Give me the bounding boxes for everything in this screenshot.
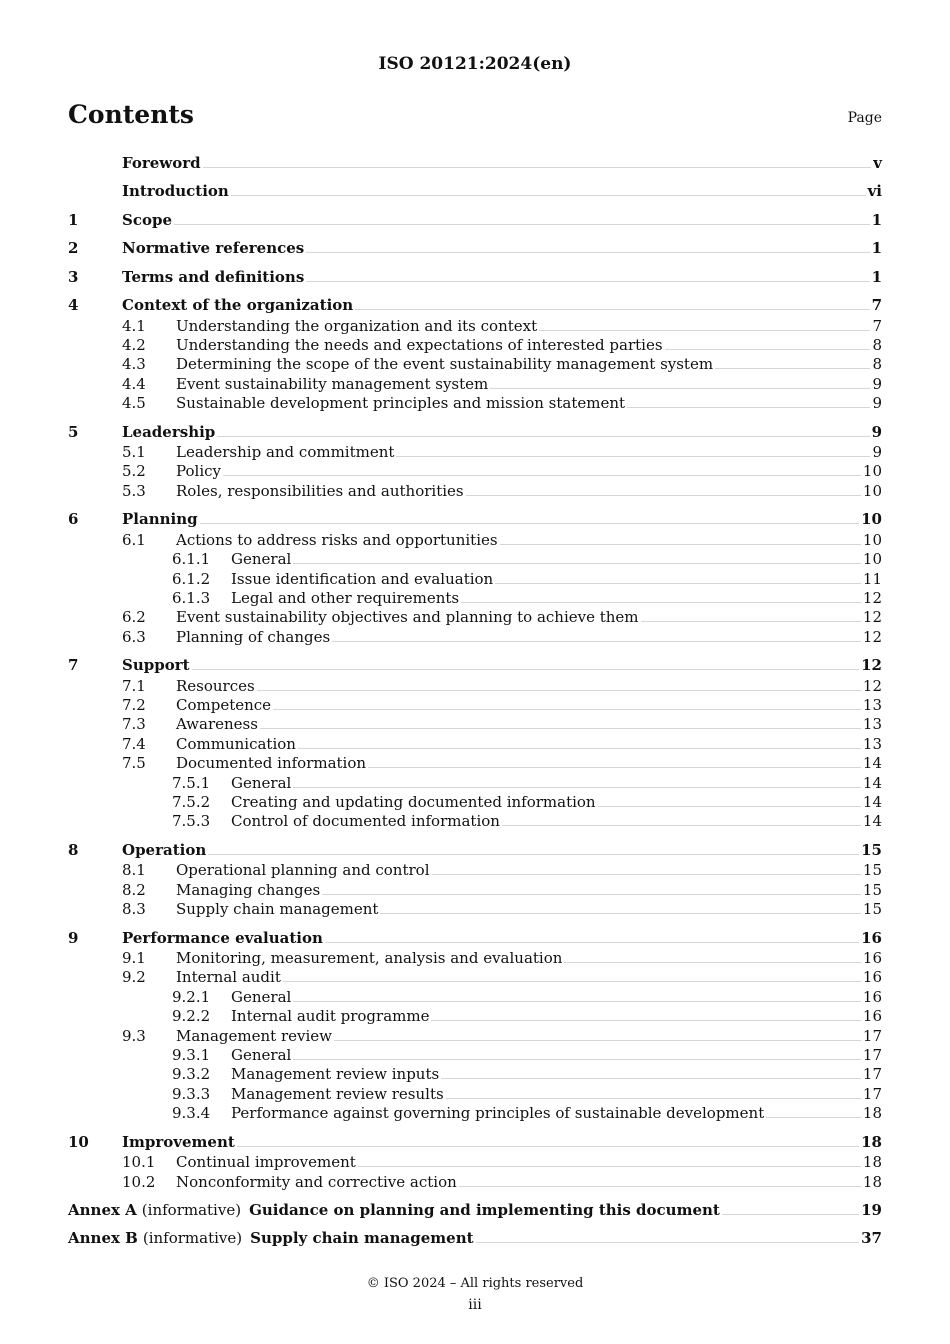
toc-entry-page: 18 <box>862 1104 882 1123</box>
toc-entry-number: 9.2 <box>122 968 146 987</box>
dot-leader <box>293 1001 861 1002</box>
toc-entry-page: 8 <box>872 335 882 354</box>
toc-entry-title: General <box>231 987 292 1006</box>
toc-entry-title: Roles, responsibilities and authorities <box>176 481 464 500</box>
toc-entry[interactable] <box>68 589 882 608</box>
toc-entry-number: 8.1 <box>122 861 146 880</box>
toc-entry-number: 6.2 <box>122 608 146 627</box>
dot-leader <box>332 641 861 642</box>
dot-leader <box>306 281 869 282</box>
dot-leader <box>380 913 860 914</box>
toc-entry[interactable] <box>68 1201 882 1220</box>
toc-entry-title: Management review inputs <box>231 1065 440 1084</box>
toc-entry-page: 12 <box>862 608 882 627</box>
toc-entry-title: Leadership <box>122 422 216 441</box>
toc-entry-title: Performance evaluation <box>122 928 323 947</box>
toc-entry-page: 18 <box>861 1132 882 1151</box>
dot-leader <box>325 942 859 943</box>
toc-entry[interactable] <box>68 550 882 569</box>
dot-leader <box>500 544 861 545</box>
dot-leader <box>322 894 861 895</box>
toc-entry-page: 10 <box>862 550 882 569</box>
toc-entry[interactable] <box>68 317 882 336</box>
toc-entry-title: Supply chain management <box>176 900 379 919</box>
dot-leader <box>564 962 860 963</box>
toc-entry-number: 9.3.1 <box>172 1046 211 1064</box>
toc-entry[interactable] <box>68 394 882 413</box>
toc-entry-title: Leadership and commitment <box>176 443 395 461</box>
toc-entry-page: 9 <box>871 422 882 441</box>
toc-entry-title: Determining the scope of the event sustainability management system <box>176 355 714 374</box>
toc-entry-page: 10 <box>862 462 882 481</box>
toc-entry[interactable] <box>68 696 882 715</box>
toc-entry-title: Managing changes <box>176 880 321 899</box>
toc-entry-number: 7.1 <box>122 676 146 695</box>
toc-entry-page: 14 <box>862 812 882 831</box>
dot-leader <box>355 309 869 310</box>
toc-entry-page: 17 <box>862 1084 882 1103</box>
toc-entry-number: 6.3 <box>122 627 146 646</box>
toc-entry[interactable] <box>68 375 882 394</box>
toc-entry[interactable] <box>68 1104 882 1123</box>
dot-leader <box>627 407 870 408</box>
toc-entry-number: 10 <box>68 1132 89 1151</box>
toc-entry-title: Policy <box>176 462 221 481</box>
document-header: ISO 20121:2024(en) <box>378 54 572 74</box>
toc-entry-number: 5.1 <box>122 443 146 461</box>
toc-entry-number: 9.2.2 <box>172 1007 211 1026</box>
toc-entry-page: 18 <box>862 1153 882 1172</box>
toc-entry[interactable] <box>68 754 882 773</box>
toc-entry-number: 7.2 <box>122 696 146 714</box>
toc-entry[interactable] <box>68 182 882 201</box>
toc-entry-number: 6.1.2 <box>172 569 211 588</box>
dot-leader <box>208 854 859 855</box>
toc-entry-number: 9.3.2 <box>172 1065 211 1084</box>
toc-entry[interactable] <box>68 1133 882 1152</box>
toc-entry-number: 9 <box>68 928 79 947</box>
dot-leader <box>441 1078 861 1079</box>
annex-title: Supply chain management <box>250 1229 474 1248</box>
toc-entry-page: 17 <box>862 1046 882 1064</box>
toc-entry-page: 15 <box>862 900 882 919</box>
dot-leader <box>598 806 861 807</box>
toc-entry-title: Foreword <box>122 154 201 172</box>
toc-entry[interactable] <box>68 482 882 501</box>
toc-entry[interactable] <box>68 812 882 831</box>
toc-entry-title: Event sustainability objectives and planning to achieve them <box>176 608 639 627</box>
toc-entry-number: 1 <box>68 210 79 229</box>
dot-leader <box>217 436 869 437</box>
dot-leader <box>476 1242 860 1243</box>
dot-leader <box>432 874 861 875</box>
toc-entry[interactable] <box>68 793 882 812</box>
toc-entry-number: 4.2 <box>122 335 146 354</box>
toc-entry[interactable] <box>68 510 882 529</box>
toc-entry-number: 7.4 <box>122 734 146 753</box>
dot-leader <box>298 748 861 749</box>
toc-entry-page: 14 <box>862 754 882 773</box>
toc-entry[interactable] <box>68 988 882 1007</box>
toc-entry-number: 8 <box>68 840 79 859</box>
toc-entry-title: Management review results <box>231 1084 444 1103</box>
toc-entry-number: 5.3 <box>122 481 146 500</box>
dot-leader <box>641 621 861 622</box>
annex-informative-label: (informative) <box>141 1200 242 1219</box>
toc-entry-page: 12 <box>862 676 882 695</box>
toc-entry-title: Communication <box>176 734 296 753</box>
toc-entry-number: 10.2 <box>122 1172 156 1191</box>
toc-entry-page: 10 <box>861 510 882 529</box>
toc-entry[interactable] <box>68 949 882 968</box>
toc-entry-number: 9.2.1 <box>172 987 211 1006</box>
toc-entry[interactable] <box>68 355 882 374</box>
toc-entry-page: 37 <box>861 1229 882 1248</box>
dot-leader <box>200 523 860 524</box>
annex-label: Annex A <box>68 1200 137 1219</box>
dot-leader <box>273 709 861 710</box>
toc-entry-page: 16 <box>862 987 882 1006</box>
toc-entry-page: 19 <box>861 1200 882 1219</box>
toc-entry[interactable] <box>68 268 882 287</box>
toc-entry-number: 7.5.1 <box>172 773 211 792</box>
toc-entry-number: 9.1 <box>122 949 146 967</box>
toc-entry-number: 7.5 <box>122 754 146 773</box>
dot-leader <box>293 563 861 564</box>
toc-entry[interactable] <box>68 677 882 696</box>
toc-entry-title: Operation <box>122 840 207 859</box>
toc-entry-page: 10 <box>862 530 882 549</box>
page-column-label: Page <box>847 110 882 126</box>
toc-entry-title: Competence <box>176 696 272 714</box>
toc-entry-page: v <box>873 154 882 172</box>
toc-entry-title: Internal audit programme <box>231 1007 430 1026</box>
toc-entry[interactable] <box>68 735 882 754</box>
toc-entry-page: 9 <box>872 394 882 413</box>
toc-entry[interactable] <box>68 881 882 900</box>
dot-leader <box>722 1214 859 1215</box>
dot-leader <box>446 1098 861 1099</box>
toc-entry-number: 5.2 <box>122 462 146 481</box>
copyright-notice: © ISO 2024 – All rights reserved <box>366 1276 584 1291</box>
toc-entry-title: Internal audit <box>176 968 281 987</box>
toc-entry-page: 10 <box>862 481 882 500</box>
toc-entry-page: 13 <box>862 734 882 753</box>
page-number: iii <box>468 1297 482 1313</box>
toc-entry-number: 8.3 <box>122 900 146 919</box>
dot-leader <box>431 1020 860 1021</box>
toc-entry-page: 8 <box>872 355 882 374</box>
toc-entry-title: Event sustainability management system <box>176 374 489 393</box>
dot-leader <box>459 1186 861 1187</box>
toc-entry[interactable] <box>68 900 882 919</box>
toc-entry-number: 9.3.3 <box>172 1084 211 1103</box>
dot-leader <box>260 728 861 729</box>
toc-entry-title: Operational planning and control <box>176 861 430 880</box>
toc-entry-title <box>68 1201 720 1220</box>
toc-entry[interactable] <box>68 1173 882 1192</box>
toc-entry-number: 4 <box>68 296 79 314</box>
toc-entry-title: Understanding the organization and its context <box>176 316 538 335</box>
dot-leader <box>495 583 861 584</box>
dot-leader <box>293 787 861 788</box>
toc-entry-title: Continual improvement <box>176 1153 356 1172</box>
toc-entry[interactable] <box>68 656 882 675</box>
annex-title: Guidance on planning and implementing this document <box>249 1200 720 1219</box>
dot-leader <box>306 252 869 253</box>
toc-entry-title: Normative references <box>122 239 305 258</box>
toc-entry-page: 1 <box>871 239 882 258</box>
toc-entry-number: 9.3 <box>122 1026 146 1045</box>
toc-entry-number: 4.4 <box>122 374 146 393</box>
toc-entry-title: Support <box>122 656 190 675</box>
dot-leader <box>715 368 870 369</box>
toc-entry[interactable] <box>68 1027 882 1046</box>
dot-leader <box>334 1040 861 1041</box>
toc-entry-number: 4.5 <box>122 394 146 413</box>
toc-entry-title: Planning <box>122 510 198 529</box>
toc-entry-page: 16 <box>862 949 882 967</box>
toc-entry-page: 9 <box>872 443 882 461</box>
toc-entry[interactable] <box>68 608 882 627</box>
dot-leader <box>490 388 870 389</box>
toc-entry-page: 18 <box>862 1172 882 1191</box>
toc-entry-page: 14 <box>862 793 882 811</box>
toc-entry-title: General <box>231 1046 292 1064</box>
toc-entry-page: 1 <box>871 210 882 229</box>
toc-entry-title: Control of documented information <box>231 812 500 831</box>
toc-entry-page: 9 <box>872 374 882 393</box>
toc-entry[interactable] <box>68 861 882 880</box>
dot-leader <box>502 825 861 826</box>
toc-entry-title: Nonconformity and corrective action <box>176 1172 457 1191</box>
toc-entry-page: 1 <box>871 267 882 286</box>
toc-entry-number: 6.1.3 <box>172 588 211 607</box>
toc-entry[interactable] <box>68 968 882 987</box>
toc-entry-page: 12 <box>862 627 882 646</box>
toc-entry[interactable] <box>68 1065 882 1084</box>
dot-leader <box>293 1059 861 1060</box>
toc-entry[interactable] <box>68 423 882 442</box>
toc-entry-number: 7.5.2 <box>172 793 211 811</box>
toc-entry-title: Resources <box>176 676 255 695</box>
toc-entry-title: Management review <box>176 1026 332 1045</box>
page-title: Contents <box>68 100 195 129</box>
toc-entry-page: 17 <box>862 1026 882 1045</box>
toc-entry[interactable] <box>68 443 882 462</box>
toc-entry-number: 10.1 <box>122 1153 156 1172</box>
toc-entry[interactable] <box>68 628 882 647</box>
toc-entry-page: 7 <box>871 296 882 314</box>
toc-entry-title: Performance against governing principles of sustainable development <box>231 1104 765 1123</box>
toc-entry-title: Creating and updating documented information <box>231 793 596 811</box>
toc-entry-title: Legal and other requirements <box>231 588 460 607</box>
toc-entry-page: 16 <box>862 968 882 987</box>
toc-entry-title: Terms and definitions <box>122 267 305 286</box>
toc-entry-number: 8.2 <box>122 880 146 899</box>
toc-entry-page: 7 <box>872 316 882 335</box>
dot-leader <box>766 1117 861 1118</box>
toc-entry-number: 7.3 <box>122 715 146 734</box>
toc-entry[interactable] <box>68 1046 882 1065</box>
dot-leader <box>174 224 870 225</box>
toc-entry-title: Awareness <box>176 715 258 734</box>
toc-entry[interactable] <box>68 841 882 860</box>
toc-entry-title: Improvement <box>122 1132 235 1151</box>
toc-entry[interactable] <box>68 1007 882 1026</box>
toc-entry-title: Issue identification and evaluation <box>231 569 494 588</box>
toc-entry[interactable] <box>68 1085 882 1104</box>
toc-entry-page: 15 <box>862 861 882 880</box>
dot-leader <box>396 456 870 457</box>
dot-leader <box>665 349 871 350</box>
toc-entry-title: Monitoring, measurement, analysis and evaluation <box>176 949 563 967</box>
toc-entry-title: Actions to address risks and opportunities <box>176 530 498 549</box>
dot-leader <box>231 195 866 196</box>
toc-entry-number: 9.3.4 <box>172 1104 211 1123</box>
toc-entry-number: 6.1.1 <box>172 550 211 569</box>
toc-entry-page: 16 <box>861 928 882 947</box>
toc-entry-page: 13 <box>862 715 882 734</box>
toc-entry-title: Documented information <box>176 754 367 773</box>
dot-leader <box>539 330 870 331</box>
toc-entry-title: General <box>231 550 292 569</box>
toc-entry[interactable] <box>68 570 882 589</box>
toc-entry-title: Planning of changes <box>176 627 331 646</box>
toc-entry-page: 12 <box>861 656 882 675</box>
toc-entry[interactable] <box>68 296 882 315</box>
toc-entry-number: 4.3 <box>122 355 146 374</box>
toc-entry-page: 14 <box>862 773 882 792</box>
toc-entry-title: Scope <box>122 210 173 229</box>
toc-entry-number: 7 <box>68 656 79 675</box>
toc-entry-number: 2 <box>68 239 79 258</box>
toc-entry-page: 16 <box>862 1007 882 1026</box>
dot-leader <box>257 690 861 691</box>
dot-leader <box>466 495 861 496</box>
dot-leader <box>192 669 860 670</box>
dot-leader <box>223 475 861 476</box>
toc-entry-title: General <box>231 773 292 792</box>
toc-entry-page: 15 <box>861 840 882 859</box>
toc-entry[interactable] <box>68 929 882 948</box>
toc-entry-title: Introduction <box>122 182 229 201</box>
toc-entry-title: Context of the organization <box>122 296 354 314</box>
toc-entry[interactable] <box>68 531 882 550</box>
toc-entry[interactable] <box>68 336 882 355</box>
dot-leader <box>461 602 861 603</box>
toc-entry-number: 6 <box>68 510 79 529</box>
dot-leader <box>368 767 861 768</box>
dot-leader <box>358 1166 861 1167</box>
toc-entry[interactable] <box>68 462 882 481</box>
toc-entry-page: 13 <box>862 696 882 714</box>
toc-entry-title: Sustainable development principles and mission statement <box>176 394 626 413</box>
toc-entry-number: 3 <box>68 267 79 286</box>
toc-entry[interactable] <box>68 1229 882 1248</box>
toc-entry-page: 15 <box>862 880 882 899</box>
toc-entry-number: 4.1 <box>122 316 146 335</box>
toc-entry-page: 11 <box>862 569 882 588</box>
toc-entry[interactable] <box>68 239 882 258</box>
toc-entry-page: 17 <box>862 1065 882 1084</box>
toc-entry[interactable] <box>68 1153 882 1172</box>
toc-entry-number: 6.1 <box>122 530 146 549</box>
toc-entry[interactable] <box>68 715 882 734</box>
toc-entry-page: vi <box>867 182 882 201</box>
toc-entry[interactable] <box>68 774 882 793</box>
dot-leader <box>237 1146 859 1147</box>
toc-entry-number: 5 <box>68 422 79 441</box>
dot-leader <box>283 981 861 982</box>
toc-entry-title <box>68 1229 474 1248</box>
toc-entry[interactable] <box>68 211 882 230</box>
toc-entry-page: 12 <box>862 588 882 607</box>
annex-informative-label: (informative) <box>142 1229 243 1248</box>
toc-entry[interactable] <box>68 154 882 173</box>
toc-entry-number: 7.5.3 <box>172 812 211 831</box>
toc-entry-title: Understanding the needs and expectations of interested parties <box>176 335 663 354</box>
annex-label: Annex B <box>68 1229 138 1248</box>
dot-leader <box>203 167 872 168</box>
